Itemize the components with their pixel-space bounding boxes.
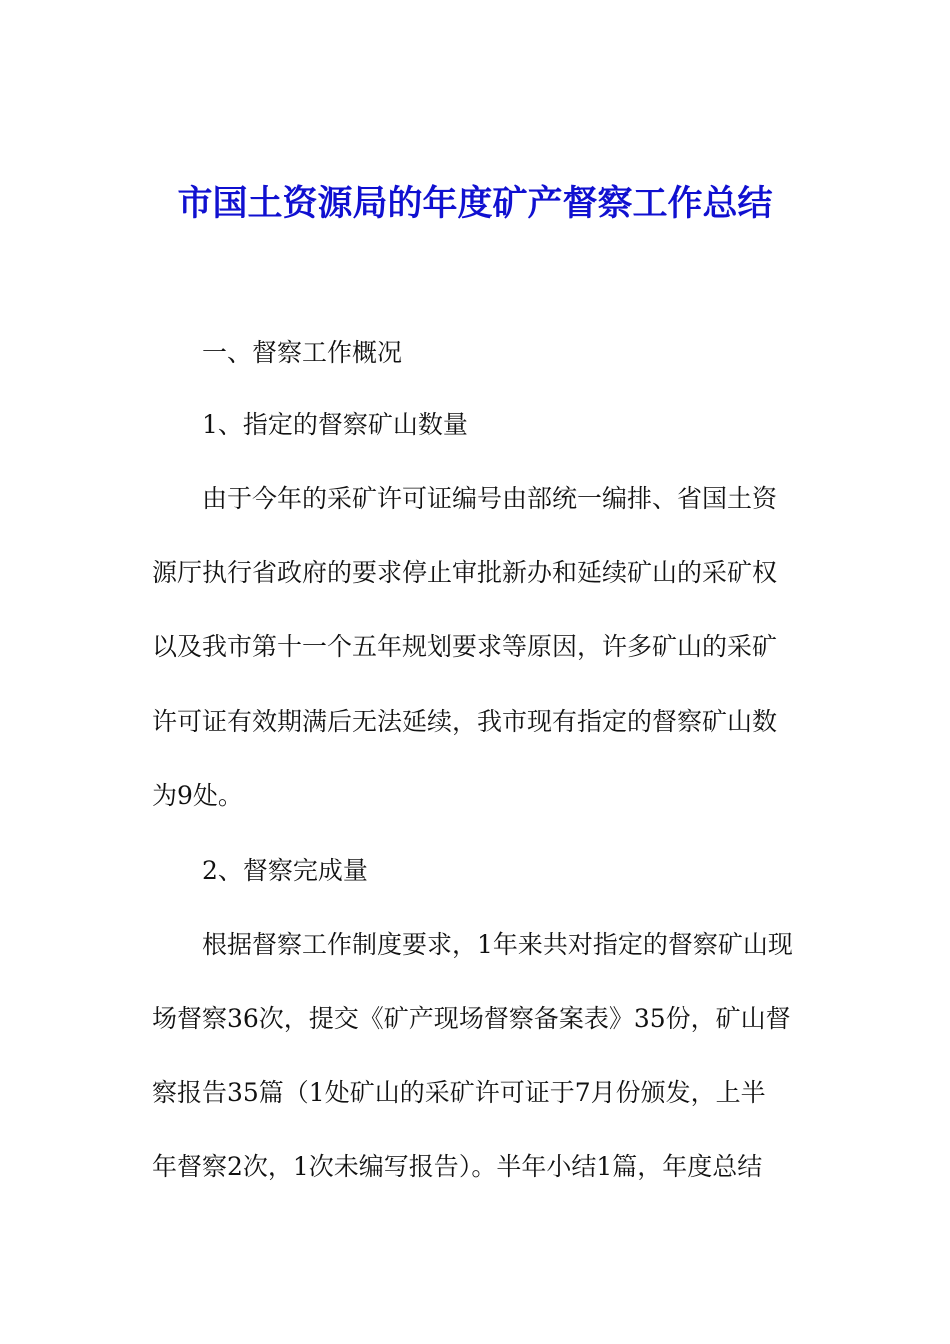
paragraph-line: 由于今年的采矿许可证编号由部统一编排、省国土资 <box>202 484 778 513</box>
paragraph-line: 年督察2次，1次未编写报告）。半年小结1篇，年度总结 <box>152 1152 763 1181</box>
paragraph-line: 许可证有效期满后无法延续，我市现有指定的督察矿山数 <box>152 707 778 736</box>
paragraph-line: 察报告35篇（1处矿山的采矿许可证于7月份颁发，上半 <box>152 1078 766 1107</box>
section-heading-overview: 一、督察工作概况 <box>202 338 403 367</box>
paragraph-line: 源厅执行省政府的要求停止审批新办和延续矿山的采矿权 <box>152 558 778 587</box>
document-title: 市国土资源局的年度矿产督察工作总结 <box>177 183 773 224</box>
paragraph-line: 为9处。 <box>152 781 243 810</box>
subheading-completion: 2、督察完成量 <box>202 856 368 885</box>
subheading-mine-count: 1、指定的督察矿山数量 <box>202 410 468 439</box>
paragraph-line: 以及我市第十一个五年规划要求等原因，许多矿山的采矿 <box>152 632 778 661</box>
paragraph-line: 根据督察工作制度要求，1年来共对指定的督察矿山现 <box>202 930 793 959</box>
paragraph-line: 场督察36次，提交《矿产现场督察备案表》35份，矿山督 <box>152 1004 791 1033</box>
